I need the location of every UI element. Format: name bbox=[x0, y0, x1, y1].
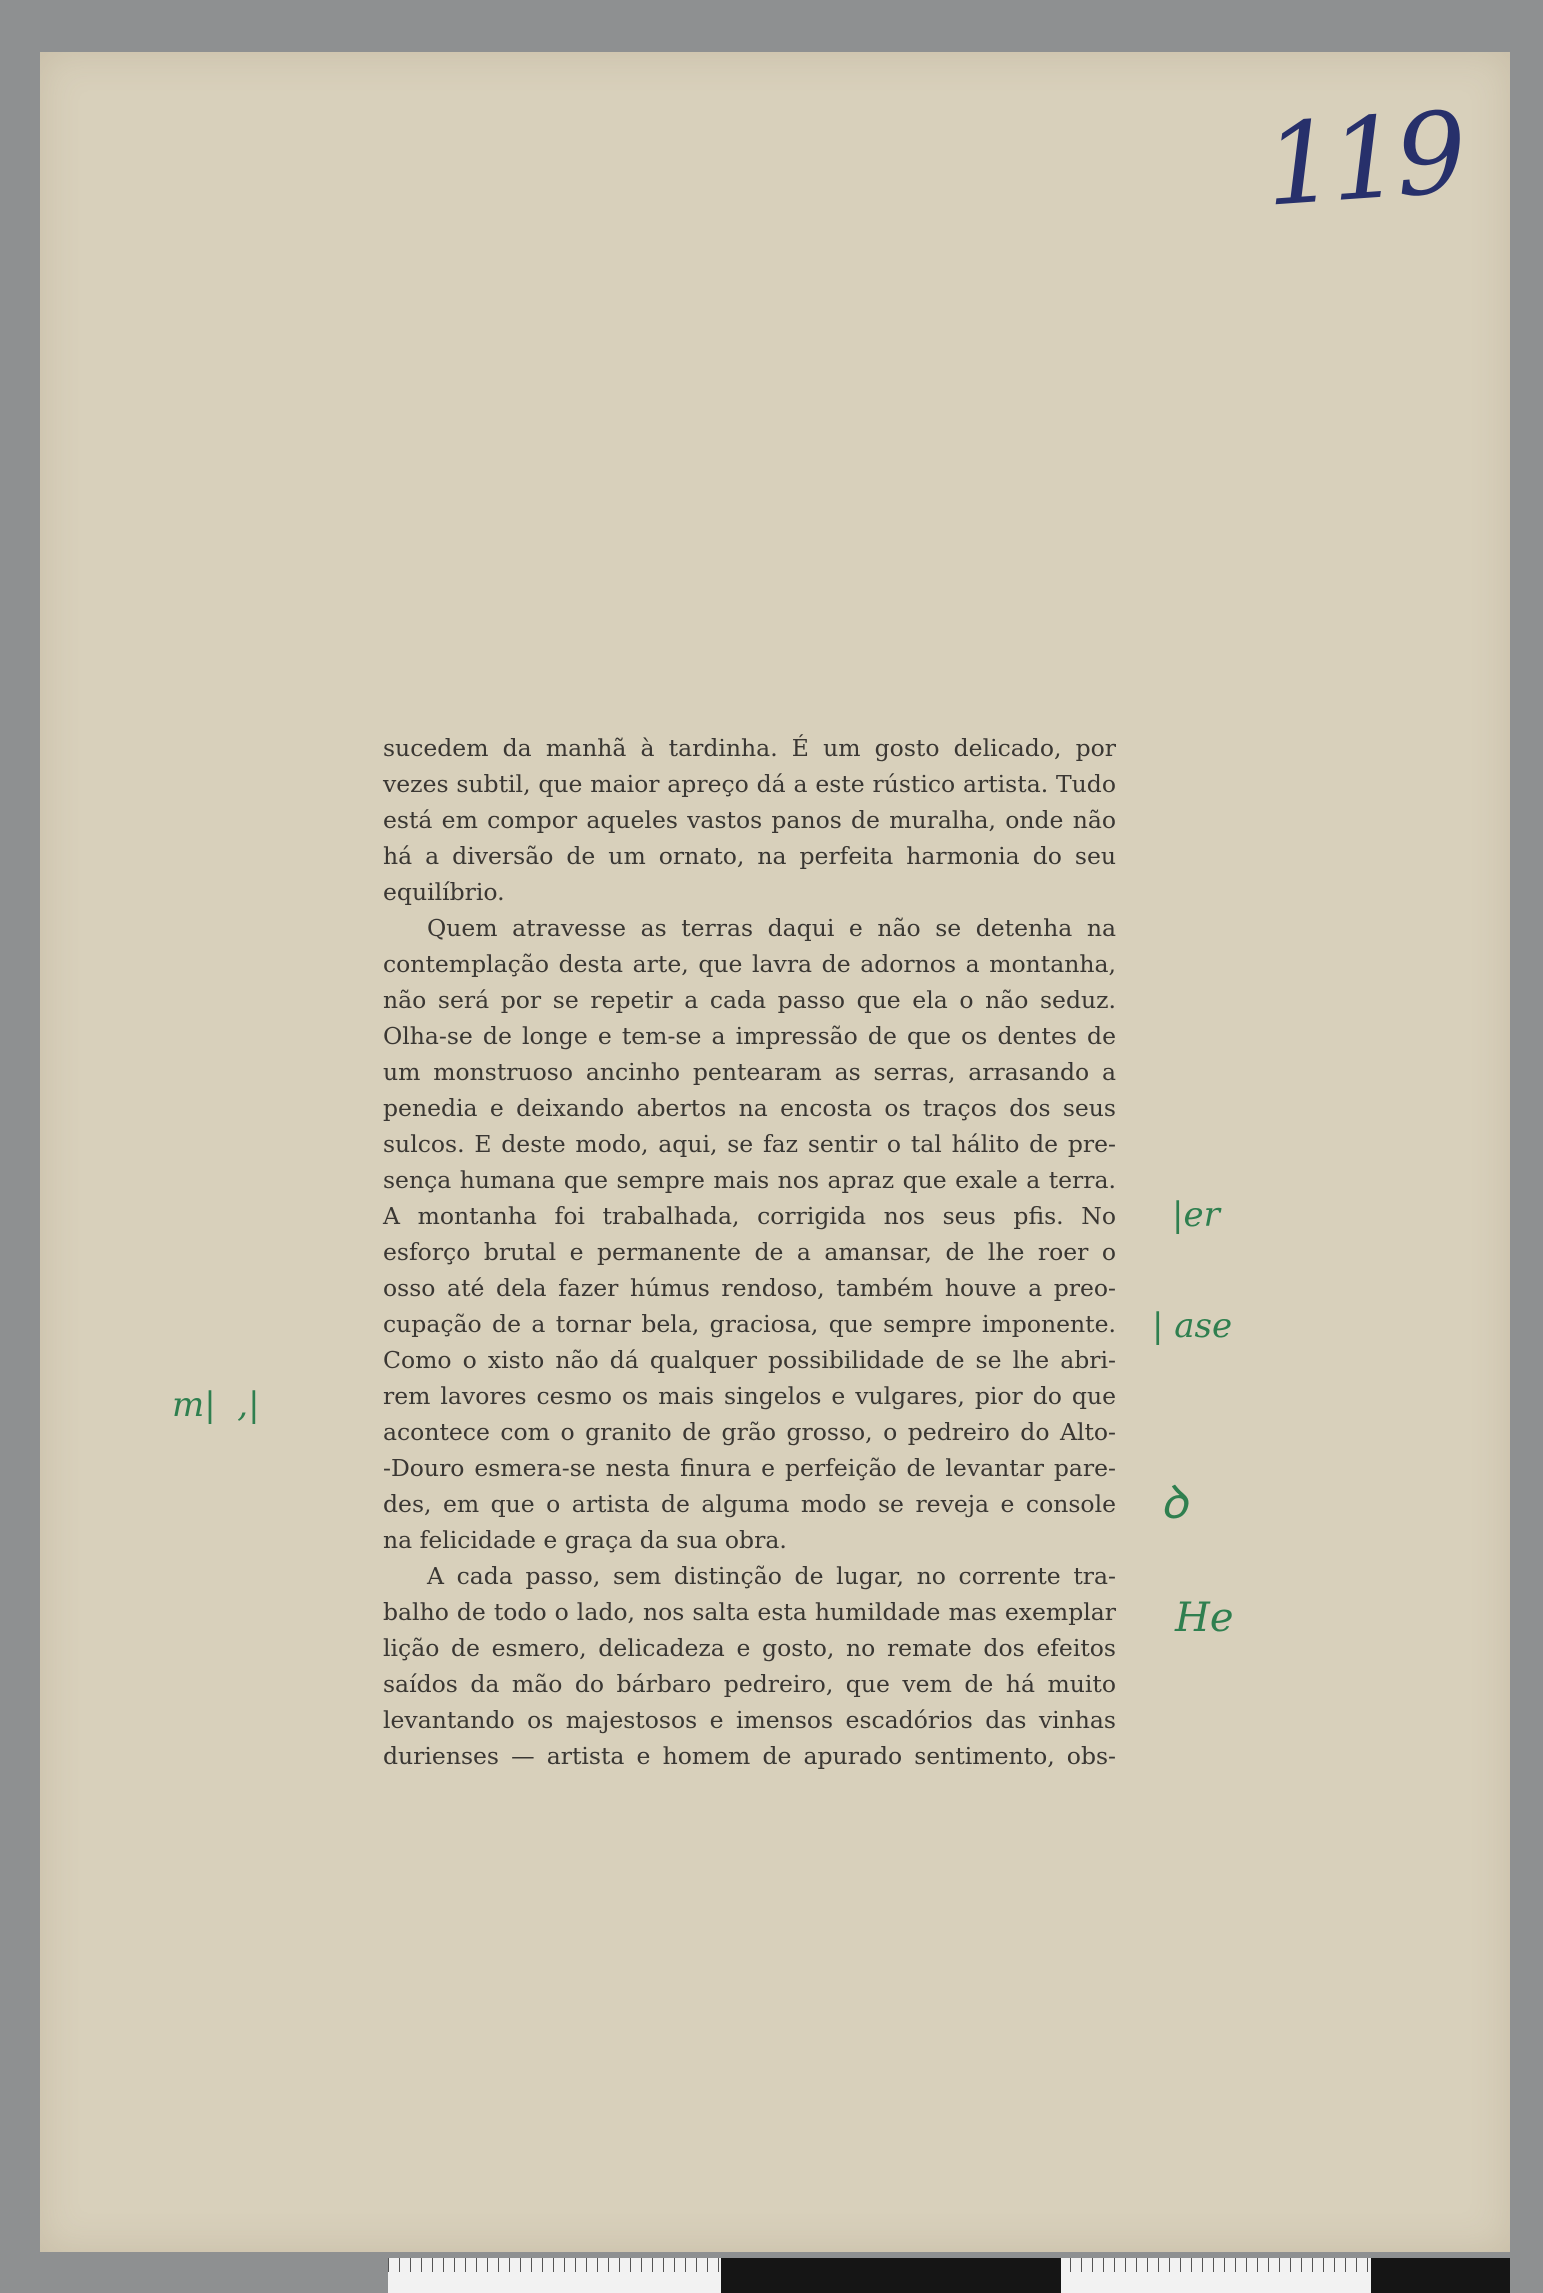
text-line: sucedem da manhã à tardinha. É um gosto delicado, por bbox=[383, 734, 1116, 762]
ruler-dark-segment bbox=[1371, 2258, 1510, 2293]
text-line: sulcos. E deste modo, aqui, se faz sentir o tal hálito de pre- bbox=[383, 1130, 1116, 1158]
text-line: saídos da mão do bárbaro pedreiro, que vem de há muito bbox=[383, 1670, 1116, 1698]
text-line: um monstruoso ancinho pentearam as serras, arrasando a bbox=[383, 1058, 1116, 1086]
text-line: lição de esmero, delicadeza e gosto, no remate dos efeitos bbox=[383, 1634, 1116, 1662]
margin-note-right: | ase bbox=[1152, 1306, 1233, 1346]
text-line: levantando os majestosos e imensos escadórios das vinhas bbox=[383, 1706, 1116, 1734]
text-line: durienses — artista e homem de apurado sentimento, obs- bbox=[383, 1742, 1116, 1770]
margin-note-left: m| ,| bbox=[172, 1385, 260, 1425]
margin-note-right: ꝺ bbox=[1160, 1475, 1188, 1529]
text-line: vezes subtil, que maior apreço dá a este rústico artista. Tudo bbox=[383, 770, 1116, 798]
margin-note-right: |er bbox=[1172, 1195, 1220, 1235]
text-line: -Douro esmera-se nesta finura e perfeição de levantar pare- bbox=[383, 1454, 1116, 1482]
body-text bbox=[383, 730, 1116, 1774]
text-line: equilíbrio. bbox=[383, 878, 505, 906]
text-line: contemplação desta arte, que lavra de adornos a montanha, bbox=[383, 950, 1116, 978]
text-line: osso até dela fazer húmus rendoso, também houve a preo- bbox=[383, 1274, 1116, 1302]
text-line: rem lavores cesmo os mais singelos e vulgares, pior do que bbox=[383, 1382, 1116, 1410]
text-line: esforço brutal e permanente de a amansar, de lhe roer o bbox=[383, 1238, 1116, 1266]
text-line: penedia e deixando abertos na encosta os traços dos seus bbox=[383, 1094, 1116, 1122]
text-line: está em compor aqueles vastos panos de muralha, onde não bbox=[383, 806, 1116, 834]
text-line: Como o xisto não dá qualquer possibilidade de se lhe abri- bbox=[383, 1346, 1116, 1374]
text-line: sença humana que sempre mais nos apraz que exale a terra. bbox=[383, 1166, 1116, 1194]
text-line: na felicidade e graça da sua obra. bbox=[383, 1526, 787, 1554]
text-line: Quem atravesse as terras daqui e não se detenha na bbox=[427, 914, 1116, 942]
text-line: acontece com o granito de grão grosso, o pedreiro do Alto- bbox=[383, 1418, 1116, 1446]
text-line: A cada passo, sem distinção de lugar, no corrente tra- bbox=[427, 1562, 1116, 1590]
margin-note-right: He bbox=[1175, 1595, 1234, 1641]
text-line: A montanha foi trabalhada, corrigida nos seus pfis. No bbox=[383, 1202, 1116, 1230]
ruler-dark-segment bbox=[721, 2258, 1061, 2293]
text-line: cupação de a tornar bela, graciosa, que sempre imponente. bbox=[383, 1310, 1116, 1338]
folio-number: 119 bbox=[1260, 88, 1466, 232]
text-line: há a diversão de um ornato, na perfeita harmonia do seu bbox=[383, 842, 1116, 870]
text-line: balho de todo o lado, nos salta esta humildade mas exemplar bbox=[383, 1598, 1116, 1626]
text-line: não será por se repetir a cada passo que ela o não seduz. bbox=[383, 986, 1116, 1014]
scale-ruler bbox=[388, 2258, 1510, 2293]
text-line: Olha-se de longe e tem-se a impressão de que os dentes de bbox=[383, 1022, 1116, 1050]
text-line: des, em que o artista de alguma modo se reveja e console bbox=[383, 1490, 1116, 1518]
